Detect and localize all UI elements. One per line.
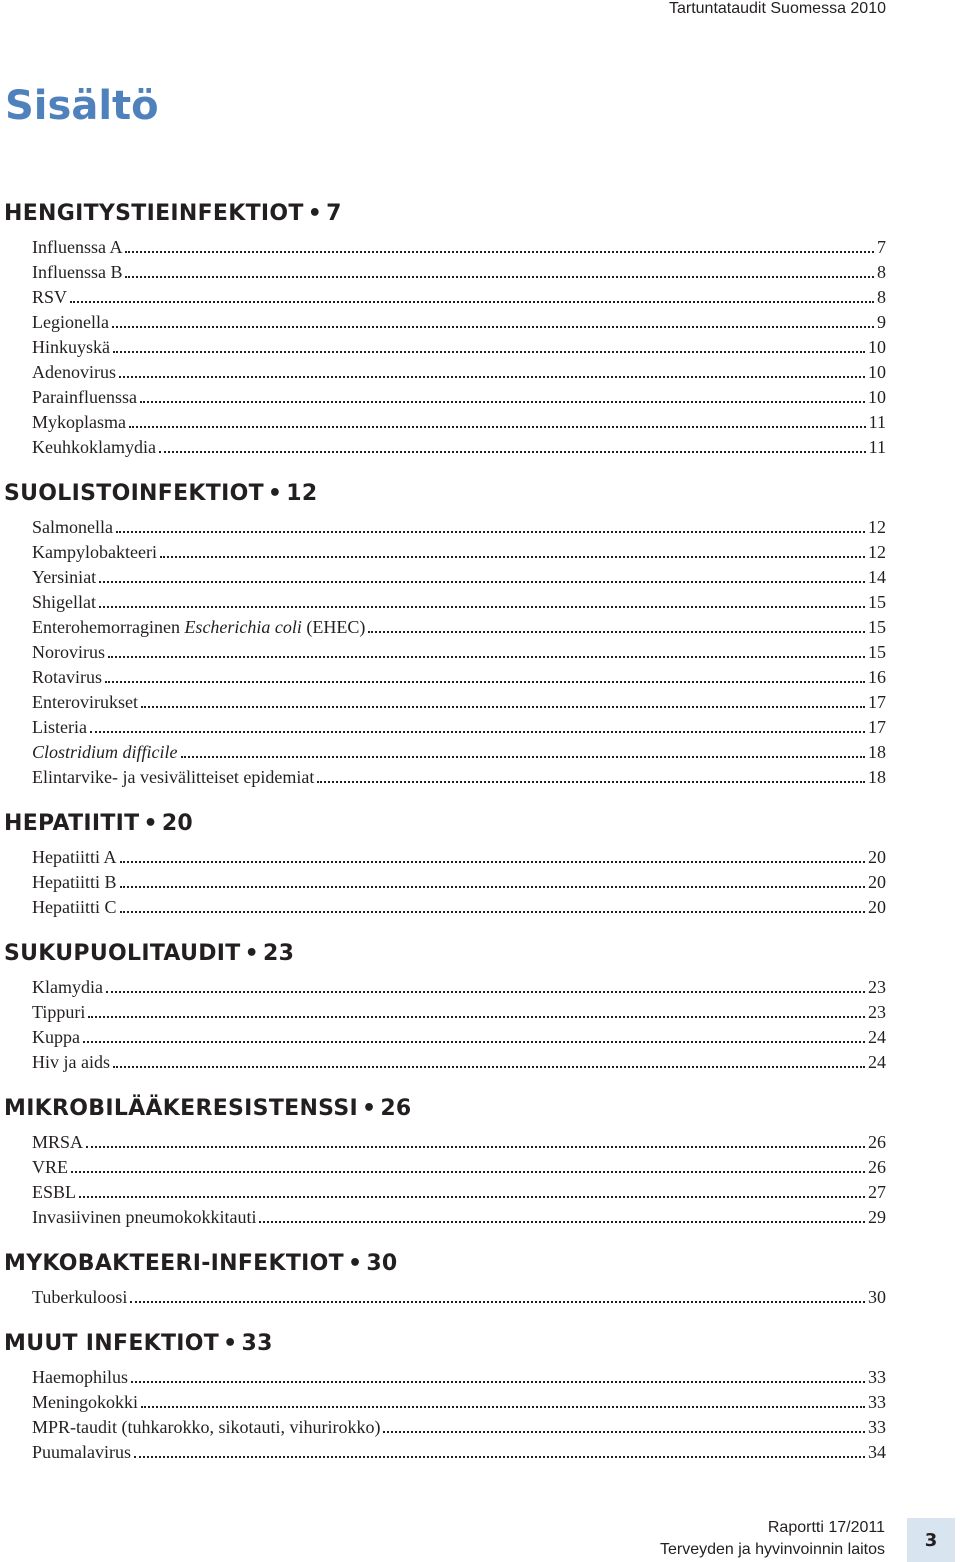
dot-leader <box>113 1060 865 1068</box>
toc-entry[interactable] <box>32 740 886 765</box>
dot-leader <box>99 600 865 608</box>
toc-entry-page: 17 <box>868 717 886 737</box>
section-spacer <box>0 1310 960 1322</box>
dot-leader <box>125 245 874 253</box>
toc-entry-title: ESBL <box>32 1182 77 1202</box>
dot-leader <box>112 320 874 328</box>
toc-entry-title: Tippuri <box>32 1002 86 1022</box>
dot-leader <box>120 880 866 888</box>
section-spacer <box>0 1230 960 1242</box>
section-heading-page: 33 <box>241 1331 273 1356</box>
bullet-separator: • <box>244 941 259 966</box>
toc-entry-page: 10 <box>868 387 886 407</box>
toc-section <box>0 1087 960 1230</box>
toc-entry-page: 30 <box>868 1287 886 1307</box>
dot-leader <box>116 525 865 533</box>
toc-entry-page: 24 <box>868 1027 886 1047</box>
toc-entry-title: Hepatiitti A <box>32 847 117 867</box>
toc-entry[interactable] <box>32 410 886 435</box>
toc-entry[interactable] <box>32 1205 886 1230</box>
dot-leader <box>71 1165 865 1173</box>
toc-entry-title: Meningokokki <box>32 1392 138 1412</box>
toc-entry-title-part: Enterohemorraginen <box>32 617 185 637</box>
section-spacer <box>0 1075 960 1087</box>
dot-leader <box>129 420 866 428</box>
toc-entry-title: Hinkuyskä <box>32 337 110 357</box>
toc-entry-page: 23 <box>868 1002 886 1022</box>
toc-section <box>0 1242 960 1310</box>
section-heading-title: MYKOBAKTEERI-INFEKTIOT <box>4 1251 344 1276</box>
dot-leader <box>159 445 866 453</box>
toc-entry[interactable] <box>32 260 886 285</box>
dot-leader <box>125 270 874 278</box>
publisher-name: Terveyden ja hyvinvoinnin laitos <box>659 1541 885 1558</box>
toc-entry-title: RSV <box>32 287 68 307</box>
toc-entry-title-italic: Clostridium difficile <box>32 742 178 762</box>
toc-entry-page: 18 <box>868 742 886 762</box>
section-heading-page: 26 <box>380 1096 412 1121</box>
toc-entry-page: 26 <box>868 1157 886 1177</box>
toc-entry[interactable] <box>32 715 886 740</box>
dot-leader <box>88 1010 865 1018</box>
dot-leader <box>106 985 865 993</box>
toc-entry-page: 27 <box>868 1182 886 1202</box>
dot-leader <box>120 905 866 913</box>
toc-entry-page: 10 <box>868 337 886 357</box>
section-heading[interactable] <box>4 472 960 515</box>
table-of-contents <box>0 192 960 1465</box>
toc-entry-title: Yersiniat <box>32 567 97 587</box>
toc-entry[interactable] <box>32 895 886 920</box>
toc-entry-title: Hiv ja aids <box>32 1052 110 1072</box>
bullet-separator: • <box>143 811 158 836</box>
section-spacer <box>0 460 960 472</box>
section-heading[interactable] <box>4 802 960 845</box>
toc-entry[interactable] <box>32 665 886 690</box>
toc-entry[interactable] <box>32 1390 886 1415</box>
toc-entry-title <box>32 740 178 765</box>
toc-entry-title: Keuhkoklamydia <box>32 437 156 457</box>
section-spacer <box>0 790 960 802</box>
toc-entry-page: 14 <box>868 567 886 587</box>
toc-entry-page: 15 <box>868 617 886 637</box>
toc-entry-title: Enterovirukset <box>32 692 138 712</box>
toc-entry-title: MPR-taudit (tuhkarokko, sikotauti, vihurirokko) <box>32 1417 381 1437</box>
toc-entry[interactable] <box>32 385 886 410</box>
toc-entry-title: Adenovirus <box>32 362 116 382</box>
toc-entry[interactable] <box>32 1050 886 1075</box>
toc-entry-page: 34 <box>868 1442 886 1462</box>
toc-entry-page: 20 <box>868 872 886 892</box>
toc-section <box>0 802 960 920</box>
section-heading[interactable] <box>4 932 960 975</box>
section-heading[interactable] <box>4 1087 960 1130</box>
dot-leader <box>90 725 865 733</box>
toc-entry-title: Puumalavirus <box>32 1442 131 1462</box>
toc-entry[interactable] <box>32 1440 886 1465</box>
toc-entry-page: 33 <box>868 1417 886 1437</box>
section-heading-title: SUKUPUOLITAUDIT <box>4 941 241 966</box>
toc-entry[interactable] <box>32 515 886 540</box>
toc-entry-page: 20 <box>868 897 886 917</box>
toc-entry-page: 11 <box>868 412 886 432</box>
dot-leader <box>99 575 865 583</box>
toc-entry-page: 24 <box>868 1052 886 1072</box>
bullet-separator: • <box>361 1096 377 1121</box>
toc-entry-title: Tuberkuloosi <box>32 1287 128 1307</box>
toc-entry-page: 23 <box>868 977 886 997</box>
bullet-separator: • <box>347 1251 363 1276</box>
section-heading[interactable] <box>4 192 960 235</box>
toc-entry-page: 33 <box>868 1367 886 1387</box>
toc-entry[interactable] <box>32 590 886 615</box>
section-heading-page: 30 <box>366 1251 398 1276</box>
toc-entry-page: 8 <box>877 262 886 282</box>
dot-leader <box>368 625 865 633</box>
toc-entry[interactable] <box>32 690 886 715</box>
toc-entry-page: 12 <box>868 542 886 562</box>
toc-entry-page: 10 <box>868 362 886 382</box>
dot-leader <box>141 1400 865 1408</box>
toc-entry[interactable] <box>32 615 886 640</box>
toc-entry[interactable] <box>32 1365 886 1390</box>
toc-entry[interactable] <box>32 1155 886 1180</box>
toc-entry-title: Haemophilus <box>32 1367 128 1387</box>
toc-entry[interactable] <box>32 435 886 460</box>
section-heading-title: HEPATIITIT <box>4 811 140 836</box>
toc-entry[interactable] <box>32 540 886 565</box>
page-number-box: 3 <box>907 1518 955 1562</box>
section-heading-title: HENGITYSTIEINFEKTIOT <box>4 201 304 226</box>
toc-section <box>0 932 960 1075</box>
toc-entry[interactable] <box>32 765 886 790</box>
toc-entry-title: Influenssa A <box>32 237 123 257</box>
dot-leader <box>131 1375 865 1383</box>
toc-entry[interactable] <box>32 335 886 360</box>
toc-entry[interactable] <box>32 975 886 1000</box>
toc-entry[interactable] <box>32 870 886 895</box>
toc-entry-title: Mykoplasma <box>32 412 126 432</box>
section-heading-page: 23 <box>262 941 295 966</box>
dot-leader <box>108 650 865 658</box>
toc-entry-title: VRE <box>32 1157 68 1177</box>
toc-entry[interactable] <box>32 310 886 335</box>
dot-leader <box>86 1140 865 1148</box>
toc-entry-title: Listeria <box>32 717 87 737</box>
dot-leader <box>79 1190 865 1198</box>
toc-entry-title: Hepatiitti C <box>32 897 117 917</box>
toc-entry[interactable] <box>32 1000 886 1025</box>
toc-entry-title: Influenssa B <box>32 262 123 282</box>
dot-leader <box>83 1035 865 1043</box>
section-heading-page: 12 <box>286 481 318 506</box>
toc-entry-title: MRSA <box>32 1132 84 1152</box>
section-heading-title: SUOLISTOINFEKTIOT <box>4 481 264 506</box>
toc-entry-title: Legionella <box>32 312 109 332</box>
toc-entry-page: 16 <box>868 667 886 687</box>
section-heading-title: MUUT INFEKTIOT <box>4 1331 220 1356</box>
toc-section <box>0 472 960 790</box>
dot-leader <box>130 1295 865 1303</box>
toc-entry-page: 20 <box>868 847 886 867</box>
toc-entry[interactable] <box>32 845 886 870</box>
toc-entry-page: 8 <box>877 287 886 307</box>
toc-entry-title: Rotavirus <box>32 667 102 687</box>
toc-entry[interactable] <box>32 1285 886 1310</box>
toc-entry-title: Kampylobakteeri <box>32 542 157 562</box>
toc-entry-title: Parainfluenssa <box>32 387 137 407</box>
section-heading-title: MIKROBILÄÄKERESISTENSSI <box>4 1096 358 1121</box>
dot-leader <box>383 1425 865 1433</box>
section-heading[interactable] <box>4 1322 960 1365</box>
toc-section <box>0 1322 960 1465</box>
toc-entry-title <box>32 615 365 640</box>
dot-leader <box>160 550 865 558</box>
page-title: Sisältö <box>5 83 159 129</box>
toc-entry-page: 15 <box>868 592 886 612</box>
dot-leader <box>141 700 865 708</box>
bullet-separator: • <box>223 1331 238 1356</box>
toc-entry-title: Invasiivinen pneumokokkitauti <box>32 1207 257 1227</box>
section-heading-page: 20 <box>161 811 194 836</box>
toc-entry-title: Shigellat <box>32 592 96 612</box>
section-spacer <box>0 920 960 932</box>
dot-leader <box>259 1215 865 1223</box>
toc-entry-page: 11 <box>868 437 886 457</box>
toc-section <box>0 192 960 460</box>
bullet-separator: • <box>267 481 283 506</box>
dot-leader <box>317 775 865 783</box>
toc-entry[interactable] <box>32 1130 886 1155</box>
dot-leader <box>134 1450 865 1458</box>
dot-leader <box>140 395 865 403</box>
toc-entry[interactable] <box>32 1025 886 1050</box>
running-header: Tartuntataudit Suomessa 2010 <box>668 0 886 17</box>
toc-entry-page: 17 <box>868 692 886 712</box>
toc-entry-page: 7 <box>877 237 886 257</box>
toc-entry-title-part: (EHEC) <box>301 617 366 637</box>
toc-entry-title: Elintarvike- ja vesivälitteiset epidemiat <box>32 767 315 787</box>
dot-leader <box>70 295 874 303</box>
toc-entry-page: 18 <box>868 767 886 787</box>
bullet-separator: • <box>307 201 323 226</box>
footer <box>660 1517 885 1561</box>
toc-entry-page: 33 <box>868 1392 886 1412</box>
toc-entry-page: 15 <box>868 642 886 662</box>
dot-leader <box>105 675 865 683</box>
toc-entry-title: Hepatiitti B <box>32 872 117 892</box>
toc-entry[interactable] <box>32 640 886 665</box>
toc-entry-title: Salmonella <box>32 517 113 537</box>
report-number: Raportti 17/2011 <box>767 1519 885 1536</box>
toc-entry[interactable] <box>32 1180 886 1205</box>
toc-entry-page: 29 <box>868 1207 886 1227</box>
toc-entry-page: 12 <box>868 517 886 537</box>
dot-leader <box>120 855 866 863</box>
toc-entry[interactable] <box>32 235 886 260</box>
toc-entry-title-italic: Escherichia coli <box>184 617 302 637</box>
toc-entry[interactable] <box>32 565 886 590</box>
dot-leader <box>113 345 865 353</box>
toc-entry[interactable] <box>32 1415 886 1440</box>
section-heading[interactable] <box>4 1242 960 1285</box>
toc-entry-title: Kuppa <box>32 1027 80 1047</box>
toc-entry-title: Klamydia <box>32 977 103 997</box>
toc-entry-page: 26 <box>868 1132 886 1152</box>
dot-leader <box>181 750 865 758</box>
toc-entry[interactable] <box>32 285 886 310</box>
toc-entry[interactable] <box>32 360 886 385</box>
dot-leader <box>119 370 865 378</box>
toc-entry-title: Norovirus <box>32 642 105 662</box>
section-heading-page: 7 <box>326 201 342 226</box>
toc-entry-page: 9 <box>877 312 886 332</box>
